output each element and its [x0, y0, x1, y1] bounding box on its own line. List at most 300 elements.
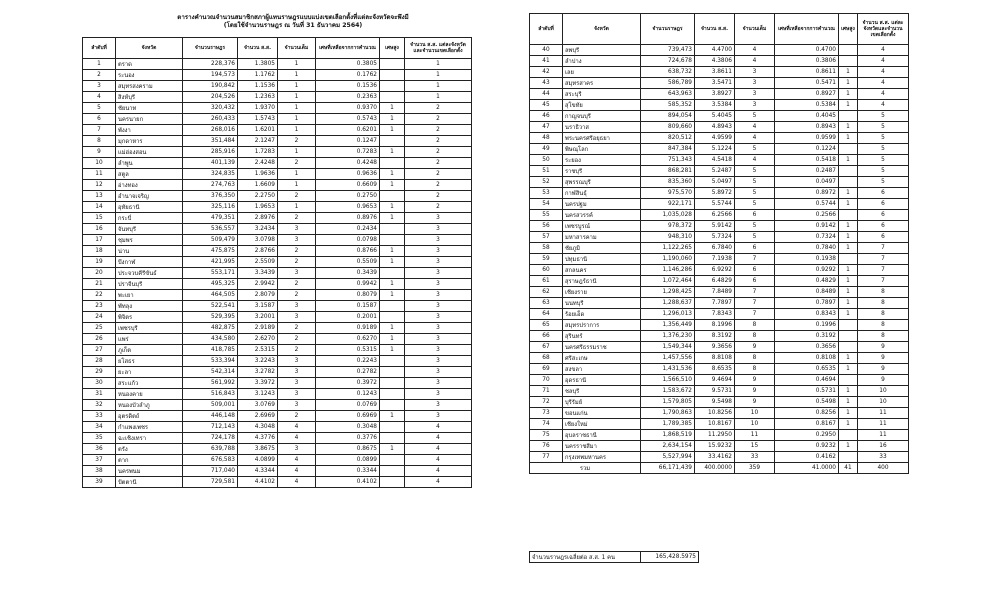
mp-quota-cell: 5.4045 [695, 111, 735, 122]
high-remainder-cell [380, 466, 405, 477]
integer-cell: 5 [735, 144, 775, 155]
table-row [83, 290, 472, 301]
integer-cell: 5 [735, 188, 775, 199]
remainder-cell: 0.8489 [775, 287, 839, 298]
order-cell: 14 [83, 202, 116, 213]
population-cell: 1,790,863 [641, 408, 695, 419]
table-right [529, 13, 909, 474]
order-cell: 18 [83, 246, 116, 257]
integer-cell: 4 [278, 466, 316, 477]
mp-quota-cell: 6.7840 [695, 243, 735, 254]
high-remainder-cell: 1 [380, 169, 405, 180]
remainder-cell: 0.5418 [775, 155, 839, 166]
order-cell: 72 [530, 397, 563, 408]
table-row [83, 389, 472, 400]
mp-quota-cell: 2.5509 [238, 257, 278, 268]
table-row [83, 213, 472, 224]
table-row [530, 254, 909, 265]
table-row [83, 224, 472, 235]
integer-cell: 4 [735, 133, 775, 144]
high-remainder-cell: 1 [380, 279, 405, 290]
integer-cell: 1 [278, 125, 316, 136]
mp-quota-cell: 7.7897 [695, 298, 735, 309]
mp-quota-cell: 2.9189 [238, 323, 278, 334]
remainder-cell: 0.9142 [775, 221, 839, 232]
remainder-cell: 0.8108 [775, 353, 839, 364]
high-remainder-cell: 1 [839, 199, 858, 210]
population-cell: 724,678 [641, 56, 695, 67]
order-cell: 11 [83, 169, 116, 180]
high-remainder-cell: 1 [380, 246, 405, 257]
integer-cell: 7 [735, 287, 775, 298]
population-cell: 835,360 [641, 177, 695, 188]
total-mp-cell: 11 [858, 419, 909, 430]
high-remainder-cell: 1 [839, 386, 858, 397]
mp-quota-cell: 2.1247 [238, 136, 278, 147]
table-row [530, 122, 909, 133]
table-row [83, 103, 472, 114]
province-cell: จันทบุรี [116, 224, 183, 235]
remainder-cell: 0.1996 [775, 320, 839, 331]
remainder-cell: 0.9292 [775, 265, 839, 276]
province-cell: ตราด [116, 59, 183, 70]
table-row [530, 353, 909, 364]
mp-quota-cell: 10.8167 [695, 419, 735, 430]
total-mp-cell: 4 [858, 100, 909, 111]
population-cell: 1,376,230 [641, 331, 695, 342]
integer-cell: 8 [735, 364, 775, 375]
order-cell: 7 [83, 125, 116, 136]
high-remainder-cell [380, 268, 405, 279]
integer-cell: 6 [735, 243, 775, 254]
population-cell: 1,288,637 [641, 298, 695, 309]
remainder-cell: 0.9599 [775, 133, 839, 144]
total-mp-cell: 8 [858, 298, 909, 309]
high-remainder-cell: 1 [839, 353, 858, 364]
population-cell: 739,473 [641, 45, 695, 56]
province-cell: สมุทรสงคราม [116, 81, 183, 92]
total-mp-cell: 9 [858, 353, 909, 364]
integer-cell: 3 [735, 100, 775, 111]
remainder-cell: 0.2487 [775, 166, 839, 177]
table-row [83, 268, 472, 279]
table-row [530, 177, 909, 188]
remainder-cell: 0.8766 [316, 246, 380, 257]
integer-cell: 33 [735, 452, 775, 463]
integer-cell: 1 [278, 114, 316, 125]
high-remainder-cell: 1 [380, 147, 405, 158]
province-cell: กรุงเทพมหานคร [563, 452, 641, 463]
integer-cell: 3 [278, 312, 316, 323]
table-row [530, 375, 909, 386]
mp-quota-cell: 8.6535 [695, 364, 735, 375]
province-cell: พระนครศรีอยุธยา [563, 133, 641, 144]
population-cell: 376,350 [183, 191, 238, 202]
order-cell: 24 [83, 312, 116, 323]
population-cell: 1,072,464 [641, 276, 695, 287]
total-mp-cell: 3 [405, 345, 472, 356]
order-cell: 63 [530, 298, 563, 309]
province-cell: ตาก [116, 455, 183, 466]
province-cell: ลำปาง [563, 56, 641, 67]
integer-cell: 3 [278, 235, 316, 246]
order-cell: 8 [83, 136, 116, 147]
total-mp-cell: 2 [405, 169, 472, 180]
table-row [83, 70, 472, 81]
mp-quota-cell: 2.8976 [238, 213, 278, 224]
total-mp-cell: 3 [405, 378, 472, 389]
province-cell: แม่ฮ่องสอน [116, 147, 183, 158]
province-cell: สุพรรณบุรี [563, 177, 641, 188]
order-cell: 42 [530, 67, 563, 78]
remainder-cell: 0.3776 [316, 433, 380, 444]
order-cell: 20 [83, 268, 116, 279]
province-cell: พัทลุง [116, 301, 183, 312]
population-cell: 676,583 [183, 455, 238, 466]
table-row [530, 199, 909, 210]
integer-cell: 7 [735, 298, 775, 309]
remainder-cell: 0.0798 [316, 235, 380, 246]
remainder-cell: 0.7324 [775, 232, 839, 243]
total-mp-cell: 2 [405, 125, 472, 136]
integer-cell: 4 [735, 56, 775, 67]
mp-quota-cell: 4.9599 [695, 133, 735, 144]
header-population: จำนวนราษฎร [641, 14, 695, 45]
province-cell: อุดรธานี [563, 375, 641, 386]
mp-quota-cell: 1.9653 [238, 202, 278, 213]
order-cell: 69 [530, 364, 563, 375]
integer-cell: 8 [735, 331, 775, 342]
integer-cell: 9 [735, 386, 775, 397]
province-cell: เชียงราย [563, 287, 641, 298]
mp-quota-cell: 8.1996 [695, 320, 735, 331]
total-mp-cell: 6 [858, 188, 909, 199]
population-cell: 894,054 [641, 111, 695, 122]
province-cell: กระบี่ [116, 213, 183, 224]
province-cell: ลำพูน [116, 158, 183, 169]
integer-cell: 10 [735, 408, 775, 419]
integer-cell: 4 [278, 477, 316, 488]
total-mp-cell: 3 [405, 246, 472, 257]
remainder-cell: 0.8972 [775, 188, 839, 199]
total-mp-cell: 8 [858, 287, 909, 298]
province-cell: มุกดาหาร [116, 136, 183, 147]
high-remainder-cell [380, 70, 405, 81]
total-mp-cell: 2 [405, 103, 472, 114]
population-cell: 1,549,344 [641, 342, 695, 353]
table-row [530, 386, 909, 397]
table-row [83, 158, 472, 169]
table-row [83, 334, 472, 345]
order-cell: 70 [530, 375, 563, 386]
integer-cell: 2 [278, 345, 316, 356]
population-cell: 717,040 [183, 466, 238, 477]
population-cell: 418,785 [183, 345, 238, 356]
order-cell: 52 [530, 177, 563, 188]
integer-cell: 5 [735, 221, 775, 232]
province-cell: ลพบุรี [563, 45, 641, 56]
province-cell: ระนอง [116, 70, 183, 81]
high-remainder-cell: 1 [839, 419, 858, 430]
header-integer: จำนวนเต็ม [735, 14, 775, 45]
high-remainder-cell [380, 367, 405, 378]
high-remainder-cell [839, 331, 858, 342]
province-cell: สงขลา [563, 364, 641, 375]
province-cell: นราธิวาส [563, 122, 641, 133]
integer-cell: 3 [278, 301, 316, 312]
integer-cell: 3 [278, 378, 316, 389]
header-total-mp: จำนวน ส.ส. แต่ละจังหวัดและจำนวนเขตเลือกตั้ง [405, 38, 472, 59]
table-row [530, 144, 909, 155]
integer-cell: 9 [735, 375, 775, 386]
order-cell: 31 [83, 389, 116, 400]
mp-quota-cell: 9.5731 [695, 386, 735, 397]
total-mp-cell: 3 [405, 411, 472, 422]
high-remainder-cell: 1 [839, 78, 858, 89]
table-row [530, 89, 909, 100]
header-remainder: เศษที่เหลือจากการคำนวณ [316, 38, 380, 59]
total-mp-cell: 7 [858, 254, 909, 265]
table-row [530, 397, 909, 408]
remainder-cell: 0.1762 [316, 70, 380, 81]
integer-cell: 3 [735, 67, 775, 78]
table-row [530, 309, 909, 320]
high-remainder-cell [380, 59, 405, 70]
table-row [530, 243, 909, 254]
population-cell: 464,505 [183, 290, 238, 301]
high-remainder-cell: 1 [380, 180, 405, 191]
population-cell: 516,843 [183, 389, 238, 400]
province-cell: ยะลา [116, 367, 183, 378]
integer-cell: 1 [278, 180, 316, 191]
remainder-cell: 0.3805 [316, 59, 380, 70]
mp-quota-cell: 6.9292 [695, 265, 735, 276]
population-cell: 820,512 [641, 133, 695, 144]
high-remainder-cell: 1 [839, 265, 858, 276]
order-cell: 17 [83, 235, 116, 246]
remainder-cell: 0.1587 [316, 301, 380, 312]
province-cell: นครนายก [116, 114, 183, 125]
population-cell: 1,298,425 [641, 287, 695, 298]
total-mp-cell: 3 [405, 334, 472, 345]
remainder-cell: 0.9636 [316, 169, 380, 180]
province-cell: กำแพงเพชร [116, 422, 183, 433]
mp-quota-cell: 3.5384 [695, 100, 735, 111]
total-mp-cell: 10 [858, 386, 909, 397]
province-cell: สกลนคร [563, 265, 641, 276]
remainder-cell: 0.5731 [775, 386, 839, 397]
high-remainder-cell: 1 [380, 125, 405, 136]
integer-cell: 6 [735, 276, 775, 287]
high-remainder-cell [380, 477, 405, 488]
high-remainder-cell: 1 [380, 213, 405, 224]
province-cell: ชัยภูมิ [563, 243, 641, 254]
total-mp-cell: 3 [405, 389, 472, 400]
population-cell: 1,457,556 [641, 353, 695, 364]
population-cell: 529,395 [183, 312, 238, 323]
population-cell: 190,842 [183, 81, 238, 92]
population-cell: 948,310 [641, 232, 695, 243]
table-row [530, 298, 909, 309]
total-label-cell: รวม [530, 463, 641, 474]
total-mp-cell: 5 [858, 155, 909, 166]
province-cell: ตรัง [116, 444, 183, 455]
table-row [83, 367, 472, 378]
order-cell: 71 [530, 386, 563, 397]
population-cell: 712,143 [183, 422, 238, 433]
remainder-cell: 0.2950 [775, 430, 839, 441]
mp-quota-cell: 7.8489 [695, 287, 735, 298]
population-cell: 285,916 [183, 147, 238, 158]
remainder-cell: 0.2434 [316, 224, 380, 235]
integer-cell: 1 [278, 169, 316, 180]
document-subtitle: (โดยใช้จำนวนราษฎร ณ วันที่ 31 ธันวาคม 2564) [223, 22, 363, 29]
remainder-cell: 0.2001 [316, 312, 380, 323]
integer-cell: 2 [278, 246, 316, 257]
province-cell: สุราษฎร์ธานี [563, 276, 641, 287]
province-cell: ภูเก็ต [116, 345, 183, 356]
province-cell: สุรินทร์ [563, 331, 641, 342]
integer-cell: 2 [278, 334, 316, 345]
population-cell: 561,992 [183, 378, 238, 389]
table-row [83, 81, 472, 92]
total-mp-cell: 7 [858, 265, 909, 276]
integer-cell: 2 [278, 158, 316, 169]
high-remainder-cell [839, 254, 858, 265]
high-remainder-cell [380, 389, 405, 400]
mp-quota-cell: 9.3656 [695, 342, 735, 353]
province-cell: ชัยนาท [116, 103, 183, 114]
remainder-cell: 0.0497 [775, 177, 839, 188]
remainder-cell: 0.4829 [775, 276, 839, 287]
high-remainder-cell: 1 [380, 444, 405, 455]
province-cell: พิษณุโลก [563, 144, 641, 155]
province-cell: สระบุรี [563, 89, 641, 100]
table-row [530, 320, 909, 331]
integer-cell: 4 [735, 155, 775, 166]
mp-quota-cell: 5.5744 [695, 199, 735, 210]
mp-quota-cell: 1.3805 [238, 59, 278, 70]
order-cell: 13 [83, 191, 116, 202]
total-mp-cell: 9 [858, 375, 909, 386]
table-row [83, 400, 472, 411]
high-remainder-cell [839, 342, 858, 353]
order-cell: 68 [530, 353, 563, 364]
integer-cell: 1 [278, 92, 316, 103]
population-cell: 325,116 [183, 202, 238, 213]
table-row [530, 166, 909, 177]
mp-quota-cell: 3.8675 [238, 444, 278, 455]
remainder-cell: 0.3344 [316, 466, 380, 477]
order-cell: 25 [83, 323, 116, 334]
population-cell: 975,570 [641, 188, 695, 199]
mp-quota-cell: 5.8972 [695, 188, 735, 199]
province-cell: บุรีรัมย์ [563, 397, 641, 408]
high-remainder-cell [380, 92, 405, 103]
header-mp-quota: จำนวน ส.ส. [238, 38, 278, 59]
mp-quota-cell: 3.8927 [695, 89, 735, 100]
order-cell: 45 [530, 100, 563, 111]
remainder-cell: 0.1247 [316, 136, 380, 147]
order-cell: 58 [530, 243, 563, 254]
table-row [530, 452, 909, 463]
high-remainder-cell: 1 [839, 243, 858, 254]
mp-quota-cell: 400.0000 [695, 463, 735, 474]
total-mp-cell: 3 [405, 213, 472, 224]
remainder-cell: 0.4248 [316, 158, 380, 169]
order-cell: 4 [83, 92, 116, 103]
total-mp-cell: 3 [405, 224, 472, 235]
remainder-cell: 0.9370 [316, 103, 380, 114]
table-row [530, 232, 909, 243]
total-mp-cell: 4 [858, 45, 909, 56]
total-mp-cell: 3 [405, 268, 472, 279]
high-remainder-cell [380, 455, 405, 466]
header-population: จำนวนราษฎร [183, 38, 238, 59]
province-cell: อุตรดิตถ์ [116, 411, 183, 422]
mp-quota-cell: 5.7324 [695, 232, 735, 243]
remainder-cell: 0.5743 [316, 114, 380, 125]
mp-quota-cell: 3.2243 [238, 356, 278, 367]
population-cell: 324,835 [183, 169, 238, 180]
order-cell: 77 [530, 452, 563, 463]
order-cell: 19 [83, 257, 116, 268]
total-mp-cell: 3 [405, 279, 472, 290]
total-mp-cell: 3 [405, 323, 472, 334]
order-cell: 73 [530, 408, 563, 419]
integer-cell: 3 [278, 389, 316, 400]
integer-cell: 2 [278, 213, 316, 224]
order-cell: 41 [530, 56, 563, 67]
mp-quota-cell: 5.0497 [695, 177, 735, 188]
integer-cell: 2 [278, 411, 316, 422]
population-cell: 475,875 [183, 246, 238, 257]
population-cell: 1,579,805 [641, 397, 695, 408]
high-remainder-cell [380, 378, 405, 389]
total-mp-cell: 3 [405, 400, 472, 411]
mp-quota-cell: 6.4829 [695, 276, 735, 287]
table-row [83, 444, 472, 455]
population-cell: 1,789,385 [641, 419, 695, 430]
province-cell: มหาสารคาม [563, 232, 641, 243]
order-cell: 34 [83, 422, 116, 433]
remainder-cell: 0.0769 [316, 400, 380, 411]
high-remainder-cell: 1 [839, 364, 858, 375]
table-row [83, 180, 472, 191]
integer-cell: 5 [735, 166, 775, 177]
integer-cell: 5 [735, 232, 775, 243]
header-high-remainder: เศษสูง [380, 38, 405, 59]
order-cell: 54 [530, 199, 563, 210]
population-cell: 1,868,519 [641, 430, 695, 441]
population-cell: 5,527,994 [641, 452, 695, 463]
population-cell: 586,789 [641, 78, 695, 89]
province-cell: ปราจีนบุรี [116, 279, 183, 290]
province-cell: ชุมพร [116, 235, 183, 246]
table-row [83, 301, 472, 312]
province-cell: เพชรบุรี [116, 323, 183, 334]
integer-cell: 8 [735, 353, 775, 364]
order-cell: 48 [530, 133, 563, 144]
mp-quota-cell: 15.9232 [695, 441, 735, 452]
remainder-cell: 0.7840 [775, 243, 839, 254]
province-cell: นครสวรรค์ [563, 210, 641, 221]
high-remainder-cell [839, 375, 858, 386]
order-cell: 38 [83, 466, 116, 477]
total-mp-cell: 4 [405, 477, 472, 488]
province-cell: อ่างทอง [116, 180, 183, 191]
province-cell: เลย [563, 67, 641, 78]
